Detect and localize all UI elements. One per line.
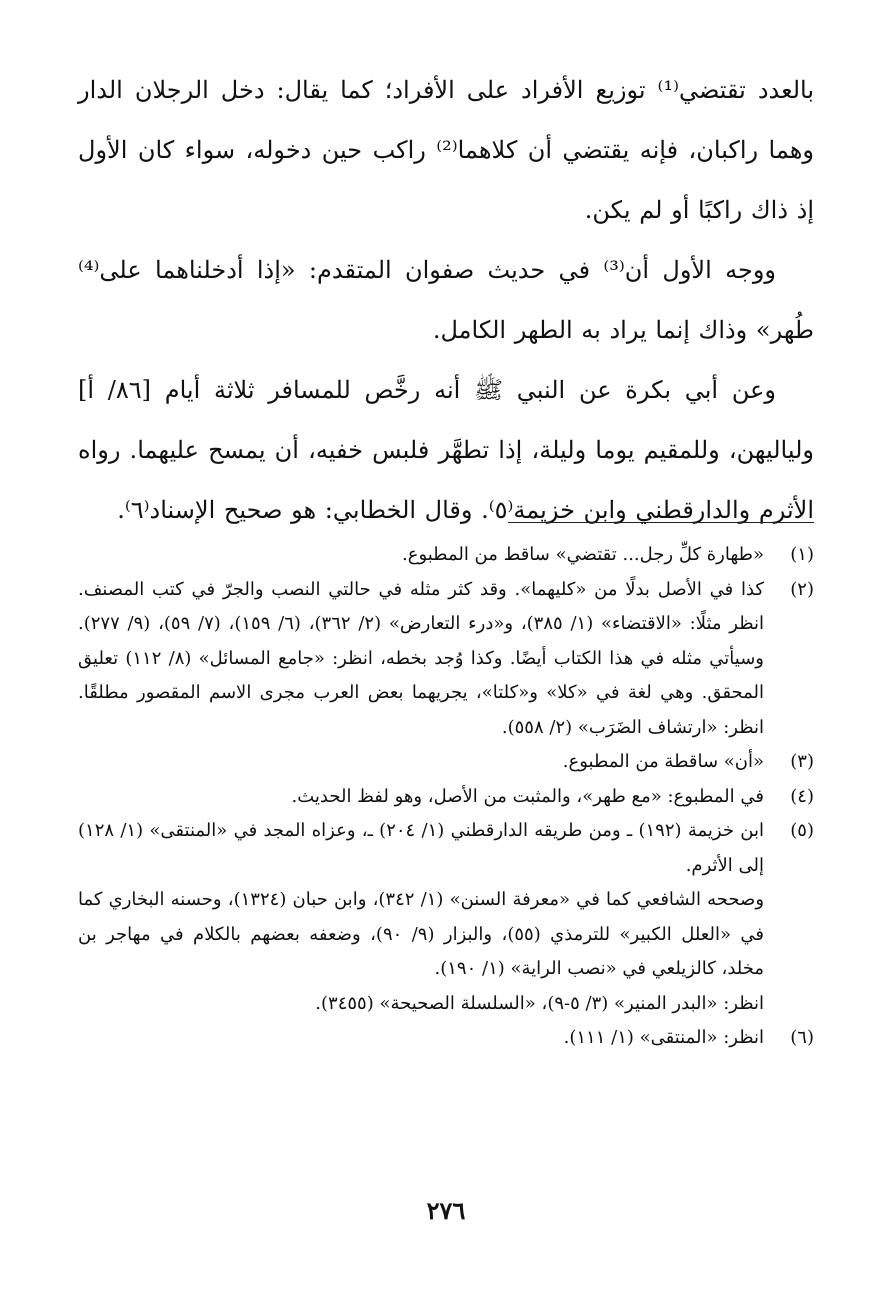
footnote-5-continuation: وصححه الشافعي كما في «معرفة السنن» (١/ ٣٤٢)، وابن حبان (١٣٢٤)، وحسنه البخاري كما في «العلل الكبير» للترمذي (٥٥)، والبزار (٩/ ٩٠)، وضعفه بعضهم بالكلام في مهاجر بن مخلد، كالزيلعي في «نصب الراية» (١/ ١٩٠). [78,889,765,979]
footnote-number: (٥) [790,820,814,841]
paragraph: وعن أبي بكرة عن النبي ﷺ أنه رخَّص للمسافر ثلاثة أيام [٨٦/ أ] ولياليهن، وللمقيم يوما وليلة، إذا تطهَّر فلبس خفيه، أن يمسح عليهما. رواه الأثرم والدارقطني وابن خزيمة⁽٥⁾. وقال الخطابي: هو صحيح الإسناد⁽٦⁾. [78,376,814,524]
footnote-number: (٤) [790,785,814,807]
footnote-5 [78,814,814,883]
footnote-number: (٣) [790,751,814,772]
page-number: ٢٧٦ [426,1196,466,1225]
footnote-text: «أن» ساقطة من المطبوع. [562,751,764,772]
footnote-1 [78,538,814,573]
footnote-text: في المطبوع: «مع طهر»، والمثبت من الأصل، وهو لفظ الحديث. [291,785,764,807]
footnote-number: (٢) [790,578,814,600]
footnote-text: كذا في الأصل بدلًا من «كليهما». وقد كثر مثله في حالتي النصب والجرّ في كتب المصنف. انظر مثلًا: «الاقتضاء» (١/ ٣٨٥)، و«درء التعارض» (٢/ ٣٦٢)، (٦/ ١٥٩)، (٧/ ٥٩)، (٩/ ٢٧٧). وسيأتي مثله في هذا الكتاب أيضًا. وكذا وُجد بخطه، انظر: «جامع المسائل» (٨/ ١١٢) تعليق المحقق. وهي لغة في «كلا» و«كلتا»، يجريهما بعض العرب مجرى الاسم المقصور مطلقًا. انظر: «ارتشاف الضَرَب» (٢/ ٥٥٨). [78,578,765,738]
footnote-6 [78,1021,814,1056]
footnotes [78,538,814,1056]
main-text [78,60,814,540]
paragraph: بالعدد تقتضي⁽¹⁾ توزيع الأفراد على الأفراد؛ كما يقال: دخل الرجلان الدار وهما راكبان، فإنه يقتضي أن كلاهما⁽²⁾ راكب حين دخوله، سواء كان الأول إذ ذاك راكبًا أو لم يكن. [78,76,815,224]
footnote-number: (١) [790,544,814,565]
footnote-text: انظر: «المنتقى» (١/ ١١١). [563,1027,764,1048]
footnote-text: «طهارة كلِّ رجل... تقتضي» ساقط من المطبوع. [401,544,764,565]
footnote-2 [78,573,814,746]
footnote-4 [78,780,814,815]
footnote-separator [508,522,814,523]
footnote-5-reference: انظر: «البدر المنير» (٣/ ٥-٩)، «السلسلة الصحيحة» (٣٤٥٥). [315,992,764,1014]
footnote-3 [78,745,814,780]
footnote-number: (٦) [790,1027,814,1048]
paragraph: ووجه الأول أن⁽³⁾ في حديث صفوان المتقدم: «إذا أدخلناهما على⁽⁴⁾ طُهر» وذاك إنما يراد به الطهر الكامل. [78,256,814,344]
footnote-text: ابن خزيمة (١٩٢) ـ ومن طريقه الدارقطني (١/ ٢٠٤) ـ، وعزاه المجد في «المنتقى» (١/ ١٢٨) إلى الأثرم. [78,820,764,876]
